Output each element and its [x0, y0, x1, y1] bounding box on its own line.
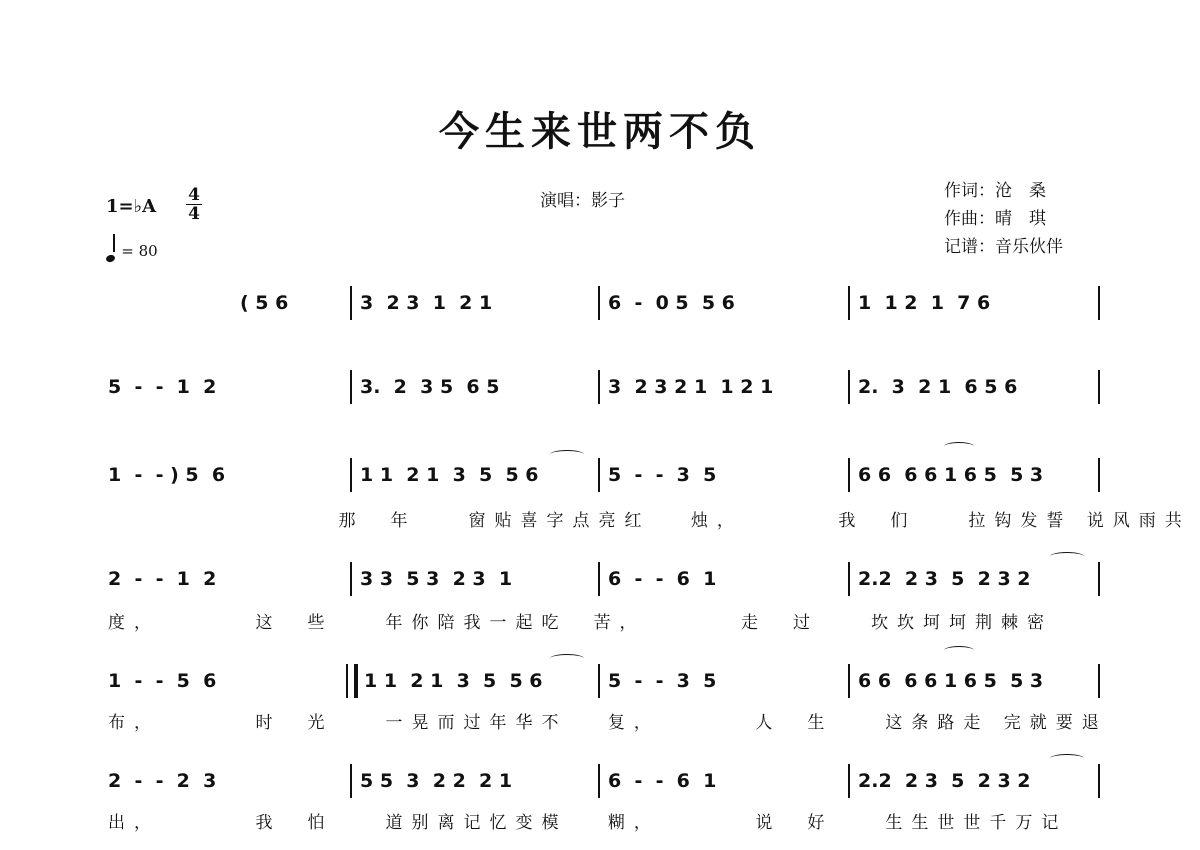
barline — [350, 764, 352, 798]
row4-measure2: 6 - - 6 1 — [608, 568, 717, 590]
slur — [944, 646, 974, 655]
barline — [598, 562, 600, 596]
lyricist-credit: 作词：沧 桑 — [944, 181, 1046, 201]
barline — [1098, 562, 1100, 596]
time-signature-top: 4 — [188, 185, 200, 205]
barline — [848, 286, 850, 320]
row4-measure1: 3 3 5 3 2 3 1 — [360, 568, 513, 590]
barline — [1098, 664, 1100, 698]
barline — [1098, 764, 1100, 798]
barline — [350, 562, 352, 596]
slur — [944, 442, 974, 451]
time-signature — [186, 186, 202, 223]
row5-measure2: 5 - - 3 5 — [608, 670, 717, 692]
barline — [598, 458, 600, 492]
quarter-note-icon — [105, 254, 116, 264]
slur — [550, 450, 584, 459]
quarter-note-stem — [113, 234, 115, 252]
row2-measure0: 5 - - 1 2 — [108, 376, 217, 398]
row5-lyrics: 布， 时 光 一晃而过年华不 复， 人 生 这条路走 完就要退 — [108, 713, 1108, 733]
row4-lyrics: 度， 这 些 年你陪我一起吃 苦， 走 过 坎坎坷坷荆棘密 — [108, 613, 1053, 633]
row1-measure2: 6 - 0 5 5 6 — [608, 292, 735, 314]
row3-measure3: 6 6 6 6 1 6 5 5 3 — [858, 464, 1044, 486]
barline — [350, 458, 352, 492]
row3-measure1: 1 1 2 1 3 5 5 6 — [360, 464, 539, 486]
row6-measure0: 2 - - 2 3 — [108, 770, 217, 792]
row2-measure1: 3. 2 3 5 6 5 — [360, 376, 500, 398]
tempo-marking — [106, 238, 158, 260]
barline — [598, 286, 600, 320]
key-signature: 1=♭A — [106, 196, 157, 217]
row2-measure2: 3 2 3 2 1 1 2 1 — [608, 376, 774, 398]
barline — [848, 370, 850, 404]
row5-measure3: 6 6 6 6 1 6 5 5 3 — [858, 670, 1044, 692]
row2-measure3: 2. 3 2 1 6 5 6 — [858, 376, 1018, 398]
barline — [1098, 458, 1100, 492]
row5-measure0: 1 - - 5 6 — [108, 670, 217, 692]
slur — [1050, 754, 1084, 763]
barline — [848, 458, 850, 492]
slur — [1050, 552, 1084, 561]
barline — [848, 562, 850, 596]
row5-measure1: 1 1 2 1 3 5 5 6 — [364, 670, 543, 692]
row1-measure1: 3 2 3 1 2 1 — [360, 292, 493, 314]
slur — [550, 654, 584, 663]
barline — [1098, 286, 1100, 320]
row3-measure0: 1 - - ) 5 6 — [108, 464, 226, 486]
tempo-value: = 80 — [121, 242, 158, 260]
row6-lyrics: 出， 我 怕 道别离记忆变模 糊， 说 好 生生世世千万记 — [108, 813, 1068, 833]
barline — [350, 370, 352, 404]
song-title: 今生来世两不负 — [439, 108, 761, 155]
row1-measure0: ( 5 6 — [240, 292, 289, 314]
row3-measure2: 5 - - 3 5 — [608, 464, 717, 486]
barline — [1098, 370, 1100, 404]
row6-measure2: 6 - - 6 1 — [608, 770, 717, 792]
row4-measure3: 2.2 2 3 5 2 3 2 — [858, 568, 1031, 590]
row6-measure3: 2.2 2 3 5 2 3 2 — [858, 770, 1031, 792]
row4-measure0: 2 - - 1 2 — [108, 568, 217, 590]
row1-measure3: 1 1 2 1 7 6 — [858, 292, 991, 314]
barline — [598, 764, 600, 798]
transcriber-credit: 记谱：音乐伙伴 — [944, 237, 1063, 257]
repeat-start-barline — [346, 664, 358, 698]
composer-credit: 作曲：晴 琪 — [944, 209, 1046, 229]
singer-credit: 演唱：影子 — [540, 191, 625, 211]
barline — [598, 664, 600, 698]
barline — [848, 664, 850, 698]
time-signature-bottom: 4 — [186, 204, 202, 223]
barline — [350, 286, 352, 320]
barline — [848, 764, 850, 798]
row6-measure1: 5 5 3 2 2 2 1 — [360, 770, 513, 792]
barline — [598, 370, 600, 404]
row3-lyrics: 那 年 窗贴喜字点亮红 烛， 我 们 拉钩发誓 说风雨共 — [108, 511, 1191, 531]
